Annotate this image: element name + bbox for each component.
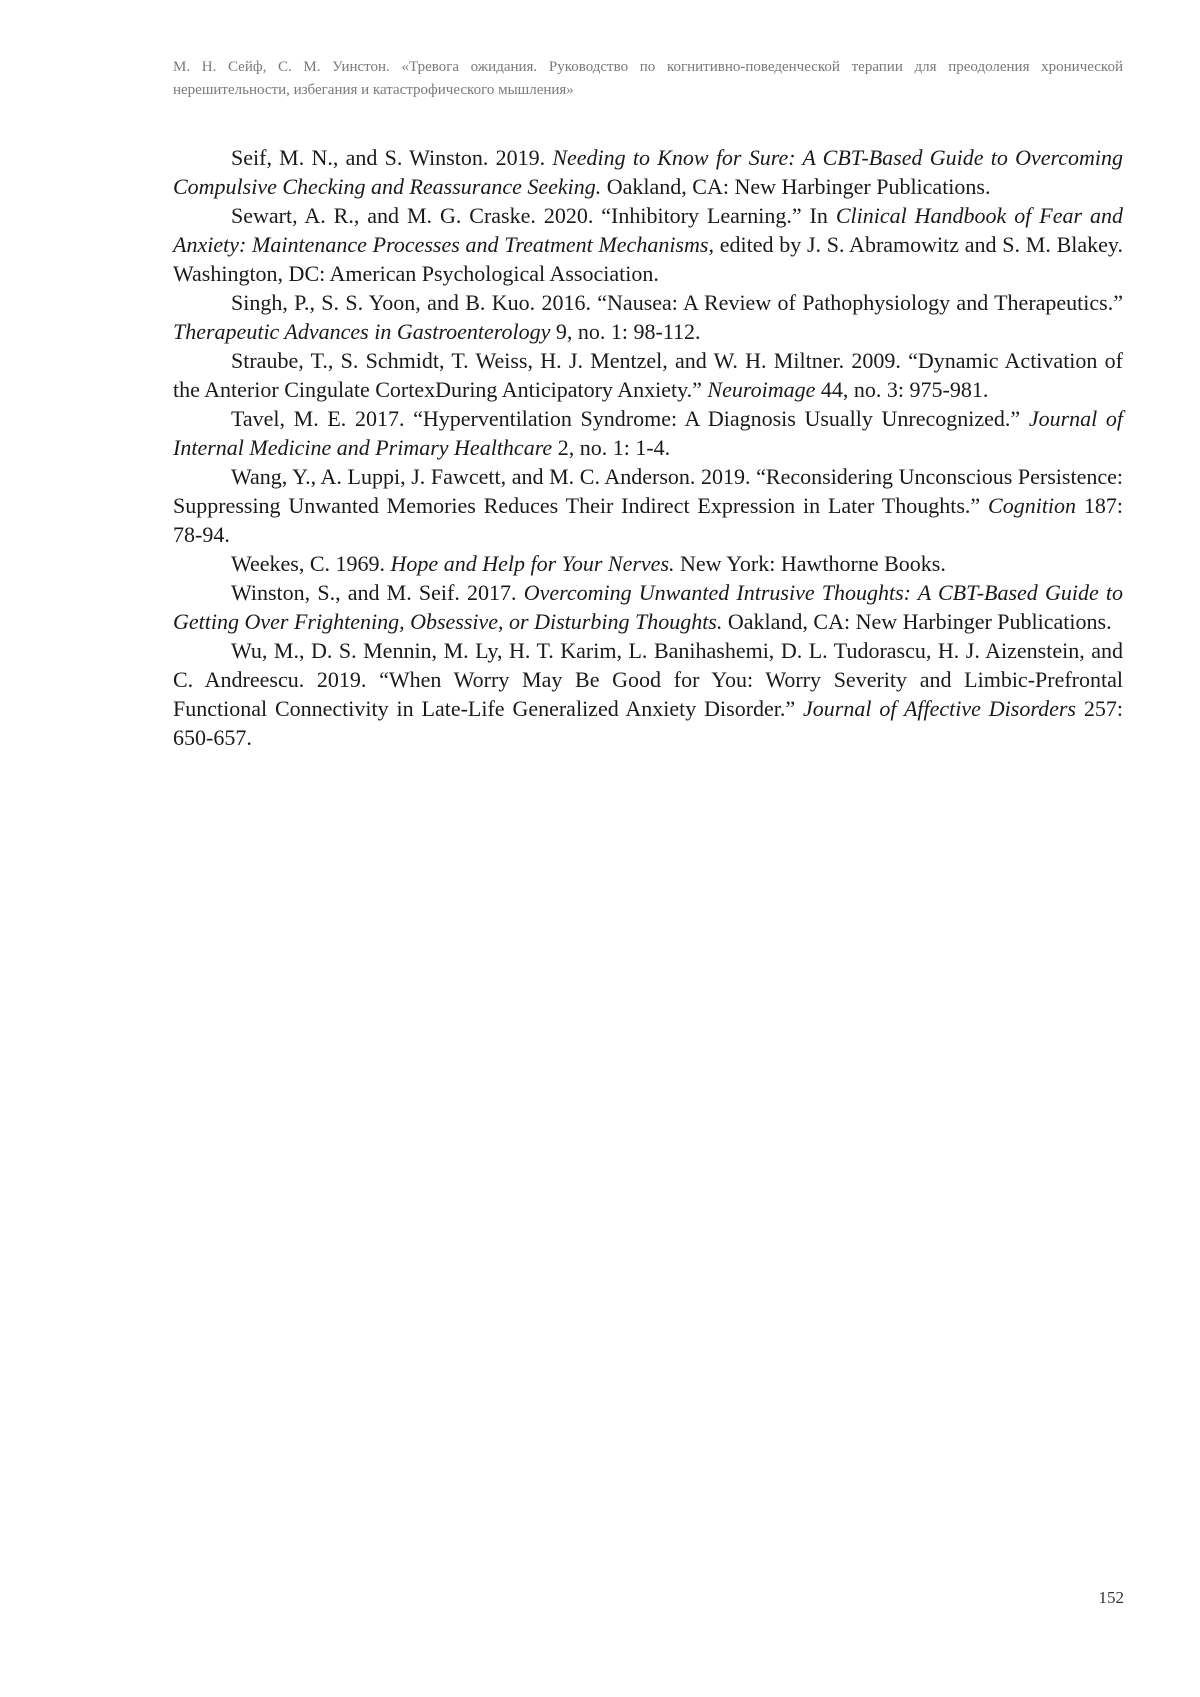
- reference-text: 9, no. 1: 98-112.: [550, 319, 701, 344]
- reference-title: Needing to Know for Sure: A CBT-Based Guide to Overcoming Compulsive Checking and Reassurance Seeking.: [173, 145, 1123, 199]
- reference-title: Overcoming Unwanted Intrusive Thoughts: A CBT-Based Guide to Getting Over Frightening, Obsessive, or Disturbing Thoughts.: [173, 580, 1123, 634]
- reference-entry: [173, 288, 1123, 346]
- reference-title: Clinical Handbook of Fear and Anxiety: Maintenance Processes and Treatment Mechanisms: [173, 203, 1123, 257]
- reference-text: Wang, Y., A. Luppi, J. Fawcett, and M. C. Anderson. 2019. “Reconsidering Unconscious Persistence: Suppressing Unwanted Memories Reduces Their Indirect Expression in Later Thoughts.”: [173, 464, 1123, 518]
- reference-entry: [173, 404, 1123, 462]
- reference-title: Journal of Affective Disorders: [803, 696, 1076, 721]
- reference-text: 2, no. 1: 1-4.: [552, 435, 671, 460]
- reference-text: , edited by J. S. Abramowitz and S. M. Blakey. Washington, DC: American Psychological Association.: [173, 232, 1123, 286]
- reference-entry: [173, 143, 1123, 201]
- reference-title: Neuroimage: [707, 377, 816, 402]
- reference-text: Weekes, C. 1969.: [231, 551, 391, 576]
- reference-title: Hope and Help for Your Nerves.: [390, 551, 675, 576]
- reference-entry: [173, 578, 1123, 636]
- reference-entry: [173, 549, 1123, 578]
- running-header: М. Н. Сейф, С. М. Уинстон. «Тревога ожидания. Руководство по когнитивно-поведенческой терапии для преодоления хронической нерешительности, избегания и катастрофического мышления»: [173, 59, 1123, 98]
- reference-text: 257: 650-657.: [173, 696, 1123, 750]
- reference-text: Oakland, CA: New Harbinger Publications.: [722, 609, 1112, 634]
- reference-title: Journal of Internal Medicine and Primary Healthcare: [173, 406, 1123, 460]
- reference-list: [173, 143, 1123, 752]
- reference-title: Cognition: [988, 493, 1077, 518]
- reference-entry: [173, 346, 1123, 404]
- reference-text: New York: Hawthorne Books.: [674, 551, 946, 576]
- reference-text: 187: 78-94.: [173, 493, 1123, 547]
- reference-entry: [173, 201, 1123, 288]
- reference-entry: [173, 462, 1123, 549]
- reference-title: Therapeutic Advances in Gastroenterology: [173, 319, 551, 344]
- reference-text: Seif, M. N., and S. Winston. 2019.: [231, 145, 553, 170]
- reference-text: Wu, M., D. S. Mennin, M. Ly, H. T. Karim, L. Banihashemi, D. L. Tudorascu, H. J. Aizenstein, and C. Andreescu. 2019. “When Worry May Be Good for You: Worry Severity and Limbic-Prefrontal Functional Connectivity in Late-Life Generalized Anxiety Disorder.”: [173, 638, 1123, 721]
- reference-text: Straube, T., S. Schmidt, T. Weiss, H. J. Mentzel, and W. H. Miltner. 2009. “Dynamic Activation of the Anterior Cingulate CortexDuring Anticipatory Anxiety.”: [173, 348, 1123, 402]
- reference-text: 44, no. 3: 975-981.: [815, 377, 989, 402]
- reference-text: Tavel, M. E. 2017. “Hyperventilation Syndrome: A Diagnosis Usually Unrecognized.”: [231, 406, 1029, 431]
- reference-text: Winston, S., and M. Seif. 2017.: [231, 580, 524, 605]
- reference-text: Singh, P., S. S. Yoon, and B. Kuo. 2016. “Nausea: A Review of Pathophysiology and Therapeutics.”: [231, 290, 1123, 315]
- reference-entry: [173, 636, 1123, 752]
- reference-text: Sewart, A. R., and M. G. Craske. 2020. “Inhibitory Learning.” In: [231, 203, 836, 228]
- reference-text: Oakland, CA: New Harbinger Publications.: [601, 174, 991, 199]
- page-number: 152: [1098, 1588, 1124, 1607]
